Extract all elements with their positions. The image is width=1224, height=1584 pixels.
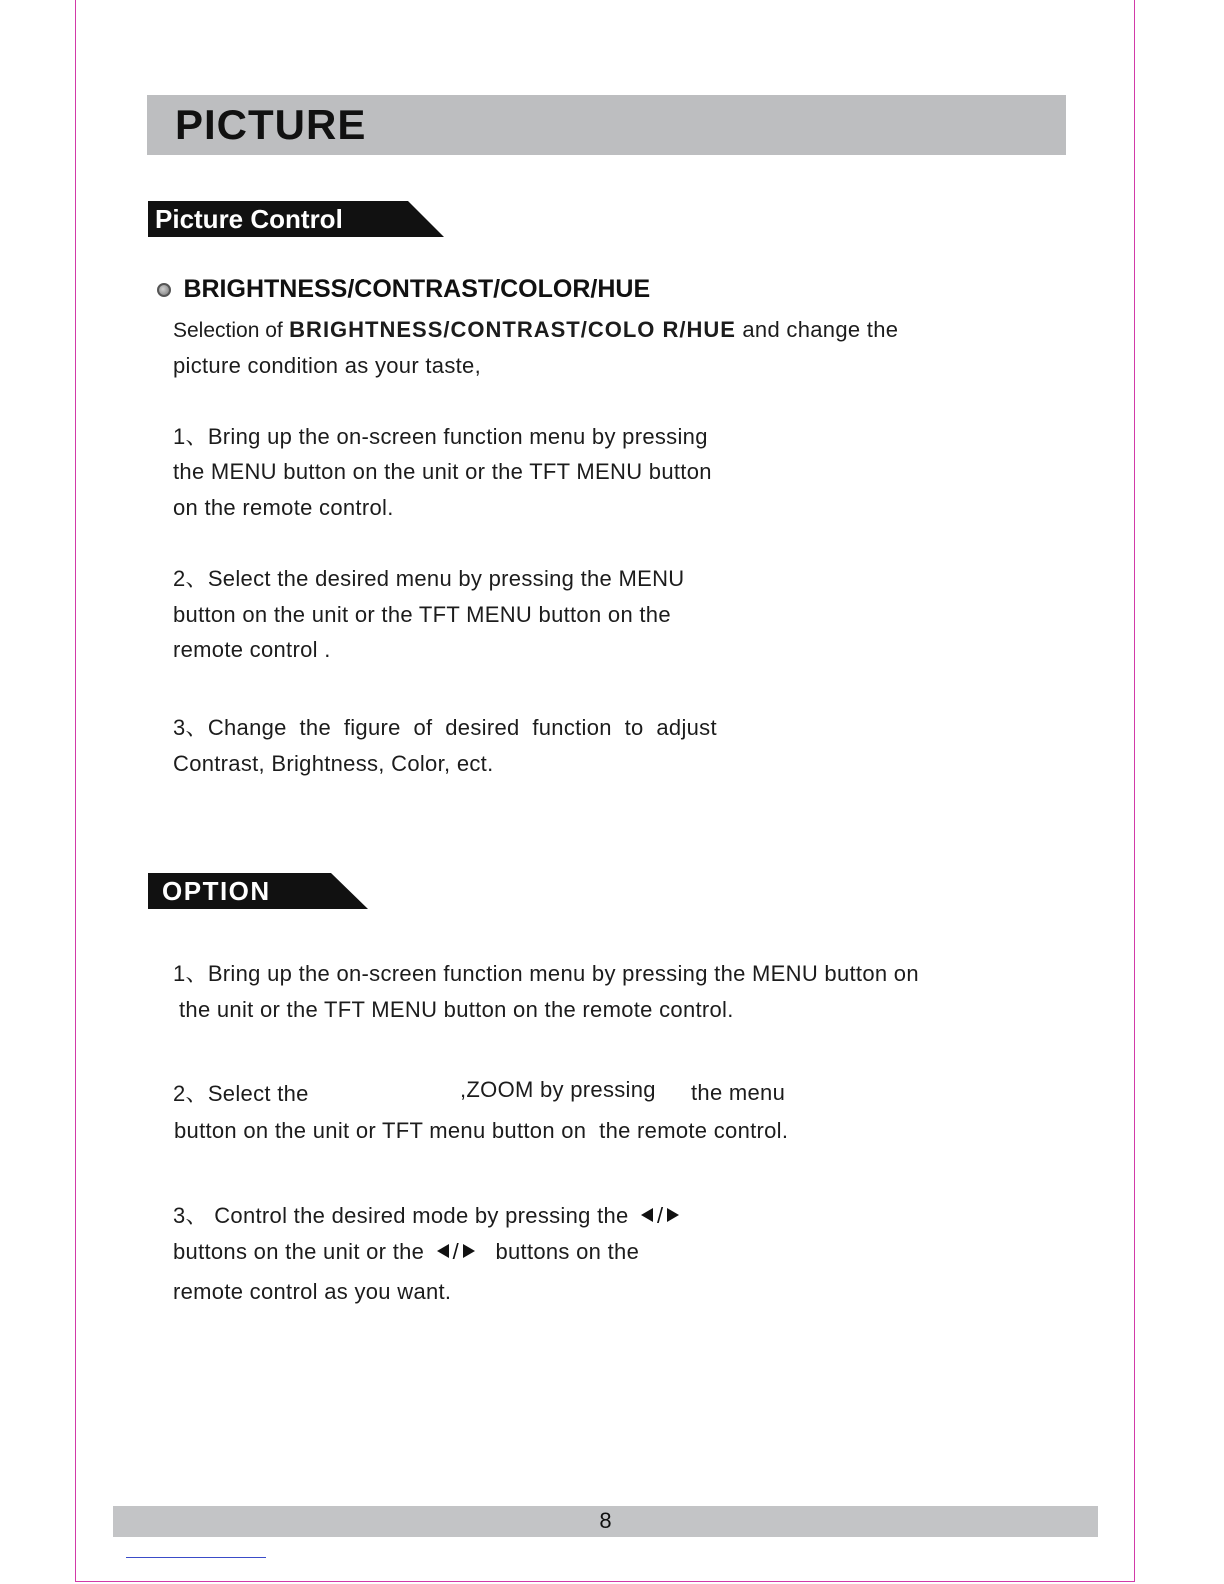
left-triangle-icon	[641, 1208, 653, 1222]
opt-step3-line2-b: buttons on the	[495, 1239, 640, 1264]
pc-step2-line1: 2、Select the desired menu by pressing the MENU	[173, 566, 685, 591]
footer-divider	[126, 1557, 266, 1558]
page-title: PICTURE	[175, 101, 367, 148]
intro-prefix: Selection of	[173, 319, 283, 342]
section-tab-option	[148, 873, 368, 909]
opt-step2-part-c: the menu	[691, 1080, 786, 1105]
opt-step1-line2: the unit or the TFT MENU button on the remote control.	[179, 997, 734, 1022]
opt-step2-line2: button on the unit or TFT menu button on the remote control.	[174, 1118, 789, 1143]
title-bar	[147, 95, 1066, 155]
arrow-pair	[437, 1239, 482, 1264]
radio-bullet-icon	[157, 283, 171, 297]
opt-step3-line2-a: buttons on the unit or the	[173, 1239, 425, 1264]
intro-bold: BRIGHTNESS/CONTRAST/COLO R/HUE	[289, 317, 736, 342]
bullet-heading	[157, 275, 650, 304]
page-border	[75, 0, 1135, 1582]
pc-step1-line3: on the remote control.	[173, 495, 394, 520]
right-triangle-icon	[463, 1244, 475, 1258]
tab-label-option: OPTION	[162, 876, 271, 906]
pc-step3-line2: Contrast, Brightness, Color, ect.	[173, 751, 494, 776]
tab-label-picture-control: Picture Control	[155, 204, 343, 234]
arrow-slash: /	[657, 1203, 664, 1228]
pc-step2-line2: button on the unit or the TFT MENU button on the	[173, 602, 671, 627]
opt-step1-line1: 1、Bring up the on-screen function menu by pressing the MENU button on	[173, 961, 919, 986]
intro-line-1	[173, 312, 898, 349]
opt-step3-line2	[173, 1239, 639, 1265]
pc-step2-line3: remote control .	[173, 637, 331, 662]
opt-step3-line3: remote control as you want.	[173, 1279, 452, 1304]
intro-line-2: picture condition as your taste,	[173, 353, 481, 378]
arrow-pair	[641, 1203, 679, 1228]
heading-brightness-contrast: BRIGHTNESS/CONTRAST/COLOR/HUE	[183, 275, 651, 303]
pc-step1-line2: the MENU button on the unit or the TFT MENU button	[173, 459, 712, 484]
pc-step1-line1: 1、Bring up the on-screen function menu by pressing	[173, 424, 708, 449]
left-triangle-icon	[437, 1244, 449, 1258]
opt-step3-text: 3、 Control the desired mode by pressing the	[173, 1203, 629, 1228]
right-triangle-icon	[667, 1208, 679, 1222]
page-number: 8	[599, 1508, 612, 1533]
opt-step3-line1	[173, 1199, 679, 1230]
footer-bar	[113, 1506, 1098, 1537]
arrow-slash: /	[452, 1239, 460, 1264]
intro-suffix: and change the	[742, 317, 899, 342]
opt-step2-part-b: ,ZOOM by pressing	[460, 1077, 656, 1102]
opt-step2-part-a: 2、Select the	[173, 1081, 309, 1106]
section-tab-picture-control	[148, 201, 444, 237]
pc-step3-line1: 3、Change the figure of desired function to adjust	[173, 715, 717, 740]
